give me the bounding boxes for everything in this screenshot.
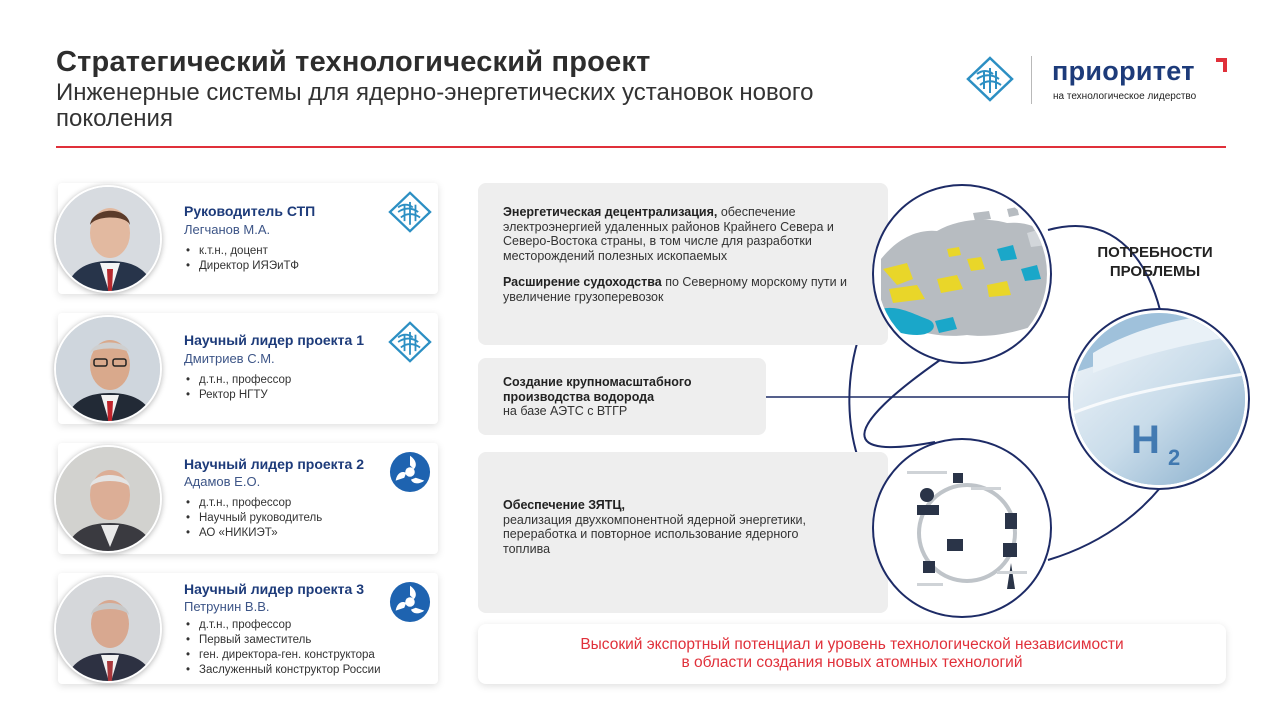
person-name: Петрунин В.В.	[184, 599, 270, 614]
shipping-text	[503, 275, 858, 304]
person-role: Научный лидер проекта 1	[184, 332, 365, 348]
problems-label: ПРОБЛЕМЫ	[1109, 263, 1201, 280]
person-detail: • д.т.н., профессор	[186, 373, 291, 388]
person-name: Адамов Е.О.	[184, 474, 261, 489]
export-line-2: в области создания новых атомных технологий	[681, 654, 1023, 671]
person-detail: • Ректор НГТУ	[186, 388, 291, 403]
needs-label: ПОТРЕБНОСТИ	[1097, 244, 1213, 261]
hydrogen-body: на базе АЭТС с ВТГР	[503, 404, 628, 418]
export-line-1: Высокий экспортный потенциал и уровень технологической независимости	[580, 636, 1124, 653]
svg-text:H: H	[1131, 418, 1160, 462]
priority-logo-tagline: на технологическое лидерство	[1053, 91, 1197, 102]
person-role: Научный лидер проекта 2	[184, 456, 365, 472]
person-details	[186, 618, 381, 678]
person-detail: • АО «НИКИЭТ»	[186, 526, 322, 541]
avatar	[54, 315, 162, 423]
person-detail: • Первый заместитель	[186, 633, 381, 648]
header-divider	[56, 146, 1226, 148]
logo-separator	[1031, 56, 1032, 104]
decentralization-heading: Энергетическая децентрализация,	[503, 205, 718, 219]
avatar	[54, 185, 162, 293]
fuel-cycle-diagram-image	[874, 440, 1050, 616]
person-detail: • ген. директора-ген. конструктора	[186, 648, 381, 663]
priority-logo-mark-icon	[1216, 58, 1227, 72]
priority-logo-text: приоритет	[1052, 56, 1195, 86]
person-name: Легчанов М.А.	[184, 222, 271, 237]
hydrogen-tank-image	[1070, 310, 1248, 488]
person-details	[186, 373, 291, 403]
ngtu-emblem-icon	[388, 191, 432, 233]
shipping-body: по Северному морскому пути и увеличение грузоперевозок	[503, 275, 848, 304]
fuel-cycle-heading: Обеспечение ЗЯТЦ,	[503, 498, 625, 512]
person-name: Дмитриев С.М.	[184, 351, 275, 366]
avatar	[54, 575, 162, 683]
export-potential-banner	[478, 624, 1226, 684]
person-role: Руководитель СТП	[184, 203, 316, 219]
shipping-heading: Расширение судоходства	[503, 275, 662, 289]
page-title: Стратегический технологический проект	[56, 46, 651, 78]
person-detail: • к.т.н., доцент	[186, 244, 299, 259]
person-card-science-lead-2	[58, 443, 438, 554]
fuel-cycle-body: реализация двухкомпонентной ядерной энергетики, переработка и повторное использование ядерного топлива	[503, 512, 806, 556]
avatar	[54, 445, 162, 553]
svg-text:2: 2	[1168, 445, 1181, 470]
hydrogen-heading: Создание крупномасштабного производства водорода	[503, 375, 692, 404]
rosatom-icon	[388, 581, 432, 623]
person-details	[186, 496, 322, 541]
fuel-cycle-block	[478, 452, 888, 613]
russia-map-image	[874, 186, 1050, 362]
person-card-science-lead-3	[58, 573, 438, 684]
page-subtitle: Инженерные системы для ядерно-энергетических установок нового поколения	[56, 79, 814, 132]
decentralization-block	[478, 183, 888, 345]
person-detail: • д.т.н., профессор	[186, 618, 381, 633]
person-detail: • Научный руководитель	[186, 511, 322, 526]
decentralization-body: обеспечение электроэнергией удаленных районов Крайнего Севера и Северо-Востока страны, в том числе для разработки месторождений полезных ископаемых	[503, 205, 834, 263]
person-detail: • д.т.н., профессор	[186, 496, 322, 511]
needs-problems-label	[1074, 243, 1236, 281]
person-card-leader	[58, 183, 438, 294]
person-card-science-lead-1	[58, 313, 438, 424]
ngtu-emblem-icon	[388, 321, 432, 363]
person-role: Научный лидер проекта 3	[184, 581, 365, 597]
person-details	[186, 244, 299, 274]
rosatom-icon	[388, 451, 432, 493]
ngtu-emblem-icon	[966, 56, 1014, 102]
decentralization-text	[503, 205, 858, 263]
person-detail: • Директор ИЯЭиТФ	[186, 259, 299, 274]
hydrogen-block	[478, 358, 766, 435]
person-detail: • Заслуженный конструктор России	[186, 663, 381, 678]
